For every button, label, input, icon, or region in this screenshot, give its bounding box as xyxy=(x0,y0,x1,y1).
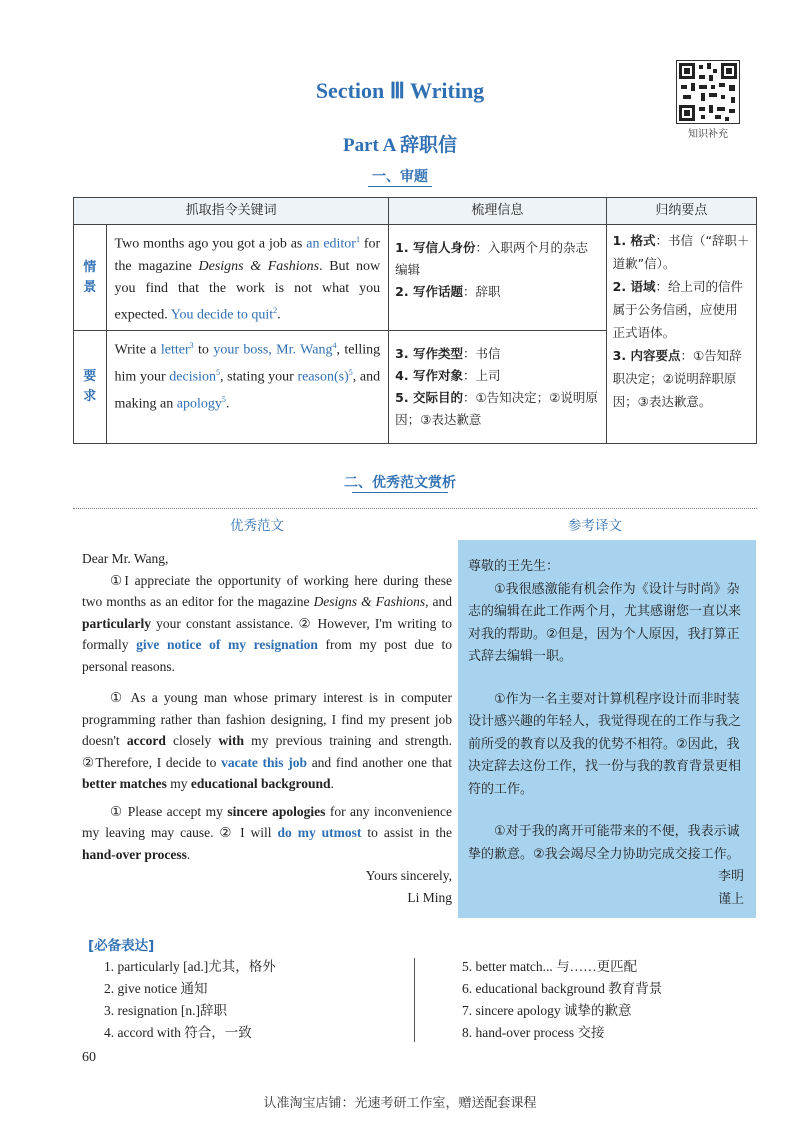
table-header: 归纳要点 xyxy=(606,198,756,225)
footnote-mark: 2 xyxy=(273,305,278,315)
table-header: 梳理信息 xyxy=(389,198,606,225)
list-item: 6. educational background 教育背景 xyxy=(462,981,663,996)
vocab-list-right xyxy=(462,956,762,1044)
text: to assist in the xyxy=(361,825,452,840)
highlight-expression: give notice of my resignation xyxy=(136,637,318,652)
keyword-highlight: your boss, Mr. Wang xyxy=(213,342,333,358)
essay-paragraph xyxy=(82,801,452,866)
point-item xyxy=(613,229,750,275)
text: ① Please accept my xyxy=(110,803,228,819)
list-item: 1. particularly [ad.]尤其，格外 xyxy=(104,959,276,974)
greeting: Dear Mr. Wang, xyxy=(82,551,169,566)
footnote-mark: 3 xyxy=(189,341,194,351)
info-item xyxy=(395,237,599,281)
vocab-divider xyxy=(414,958,415,1042)
qr-code-icon xyxy=(677,61,739,123)
key-expression: particularly xyxy=(82,615,151,631)
text: . xyxy=(186,846,191,862)
point-key: 3. 内容要点 xyxy=(612,348,681,363)
translation-paragraph: ①对于我的离开可能带来的不便，我表示诚挚的歉意。②我会竭尽全力协助完成交接工作。 xyxy=(468,824,740,862)
text: . xyxy=(225,396,230,412)
key-expression: with xyxy=(218,733,244,748)
footnote-mark: 5 xyxy=(215,367,220,377)
text: , telling him your xyxy=(114,342,381,385)
qr-code[interactable] xyxy=(676,60,740,124)
text: , and making an xyxy=(114,369,381,412)
key-expression: hand-over process xyxy=(82,846,187,862)
page-number: 60 xyxy=(82,1050,96,1065)
point-value: ：①告知辞职决定；②说明辞职原因；③表达歉意。 xyxy=(612,348,742,409)
essay-paragraph xyxy=(82,687,452,795)
table-row xyxy=(74,225,757,331)
heading-underline xyxy=(352,492,448,493)
info-key: 1. 写信人身份 xyxy=(395,240,476,255)
info-value: ：入职两个月的杂志编辑 xyxy=(395,240,588,277)
translation-text xyxy=(468,556,748,911)
magazine-title: Designs & Fashions xyxy=(313,594,426,609)
text: . xyxy=(330,776,334,791)
key-expression: educational background xyxy=(190,776,331,791)
qr-code-label: 知识补充 xyxy=(688,129,728,140)
section-heading-model-essay: 二、优秀范文赏析 xyxy=(344,475,456,491)
point-key: 2. 语域 xyxy=(612,279,656,294)
analysis-table xyxy=(73,197,757,444)
info-item xyxy=(395,281,599,303)
key-expression: better matches xyxy=(82,776,167,791)
keyword-highlight: apology xyxy=(176,396,222,412)
info-value: ：①告知决定；②说明原因；③表达歉意 xyxy=(395,390,598,428)
vocab-heading: [必备表达] xyxy=(88,938,155,954)
text: my previous training and strength. ②Therefore, I decide to xyxy=(82,733,452,770)
info-item xyxy=(395,343,599,365)
dotted-divider xyxy=(73,508,757,509)
text: for any inconvenience my leaving may cause. ② I will xyxy=(82,803,452,840)
section-heading-review: 一、审题 xyxy=(372,169,428,185)
list-item: 3. resignation [n.]辞职 xyxy=(104,1003,227,1018)
text: . But now you find that the work is not what you expected. xyxy=(114,258,381,323)
text: your constant assistance. ② However, I'm writing to formally xyxy=(82,615,452,652)
footnote-mark: 4 xyxy=(332,341,337,351)
signature: 李明 xyxy=(717,869,744,884)
footnote-mark: 1 xyxy=(355,235,360,244)
text: for the magazine xyxy=(114,236,381,274)
row-label-text: 要求 xyxy=(83,369,97,405)
part-title: Part A 辞职信 xyxy=(343,135,457,156)
point-value: ：书信（“辞职＋道歉”信）。 xyxy=(612,233,750,271)
info-value: ：上司 xyxy=(462,368,501,384)
keywords-cell xyxy=(106,225,389,331)
row-label-requirements xyxy=(74,331,107,444)
keyword-highlight: reason(s) xyxy=(297,369,349,385)
row-label-text: 情景 xyxy=(83,259,97,295)
info-value: ：书信 xyxy=(462,346,501,362)
list-item: 7. sincere apology 诚挚的歉意 xyxy=(462,1003,632,1018)
key-expression: sincere apologies xyxy=(227,803,326,819)
text: to xyxy=(193,342,214,358)
info-key: 5. 交际目的 xyxy=(395,390,463,406)
model-essay xyxy=(82,548,452,908)
text: ① As a young man whose primary interest is in computer programming rather than fashion designing, I find my present job doesn't xyxy=(82,690,452,748)
point-value: ：给上司的信件属于公务信函，应使用正式语体。 xyxy=(612,279,743,340)
text: Two months ago you got a job as xyxy=(114,236,307,252)
heading-underline xyxy=(368,186,432,187)
footnote-mark: 5 xyxy=(348,367,353,377)
keyword-highlight: You decide to quit xyxy=(170,307,274,323)
keywords-cell xyxy=(106,331,389,444)
table-header-row xyxy=(74,198,757,225)
translation-paragraph: ①作为一名主要对计算机程序设计而非时装设计感兴趣的年轻人，我觉得现在的工作与我之前所受的教育以及我的优势不相符。②因此，我决定辞去这份工作，找一份与我的教育背景更相符的工作。 xyxy=(468,691,742,797)
point-item xyxy=(613,275,750,344)
text: , stating your xyxy=(219,369,298,385)
highlight-expression: vacate this job xyxy=(221,754,307,770)
info-item xyxy=(395,387,599,431)
translation-label: 参考译文 xyxy=(568,518,622,534)
info-key: 3. 写作类型 xyxy=(395,346,463,362)
info-item xyxy=(395,365,599,387)
text: Write a xyxy=(114,342,161,358)
footer-watermark: 认准淘宝店铺：光速考研工作室，赠送配套课程 xyxy=(263,1096,537,1111)
magazine-title: Designs & Fashions xyxy=(198,258,320,274)
key-expression: accord xyxy=(126,733,166,748)
signature: Li Ming xyxy=(407,889,452,905)
list-item: 4. accord with 符合，一致 xyxy=(104,1025,252,1040)
text: and find another one that xyxy=(306,754,452,770)
text: closely xyxy=(165,733,219,748)
keyword-highlight: letter xyxy=(160,342,190,358)
list-item: 8. hand-over process 交接 xyxy=(462,1025,605,1040)
row-label-scenario xyxy=(74,225,107,331)
list-item: 5. better match... 与……更匹配 xyxy=(462,959,638,974)
vocab-list-left xyxy=(104,956,404,1044)
text: from my post due to personal reasons. xyxy=(82,637,452,674)
list-item: 2. give notice 通知 xyxy=(104,981,208,996)
summary-points-cell xyxy=(606,225,756,444)
text: ①I appreciate the opportunity of working here during these two months as an editor for the magazine xyxy=(82,572,452,609)
signature-suffix: 谨上 xyxy=(717,891,744,907)
keyword-highlight: an editor xyxy=(306,236,356,252)
text: , and xyxy=(425,594,452,609)
model-essay-label: 优秀范文 xyxy=(230,518,284,534)
table-header: 抓取指令关键词 xyxy=(74,198,389,225)
greeting: 尊敬的王先生： xyxy=(468,559,560,574)
section-title: Section Ⅲ Writing xyxy=(315,78,485,103)
highlight-expression: do my utmost xyxy=(277,825,362,840)
point-item xyxy=(613,344,750,413)
translation-paragraph: ①我很感激能有机会作为《设计与时尚》杂志的编辑在此工作两个月，尤其感谢您一直以来对我的帮助。②但是，因为个人原因，我打算正式辞去编辑一职。 xyxy=(468,581,742,664)
info-cell xyxy=(389,331,606,444)
footnote-mark: 5 xyxy=(221,394,226,404)
keyword-highlight: decision xyxy=(169,369,216,385)
text: . xyxy=(277,307,281,323)
info-value: ：辞职 xyxy=(462,284,501,299)
text: my xyxy=(166,776,191,791)
info-key: 2. 写作话题 xyxy=(395,284,463,299)
closing: Yours sincerely, xyxy=(365,868,452,883)
essay-paragraph xyxy=(82,570,452,678)
info-cell xyxy=(389,225,606,331)
info-key: 4. 写作对象 xyxy=(395,368,463,384)
point-key: 1. 格式 xyxy=(612,233,656,248)
